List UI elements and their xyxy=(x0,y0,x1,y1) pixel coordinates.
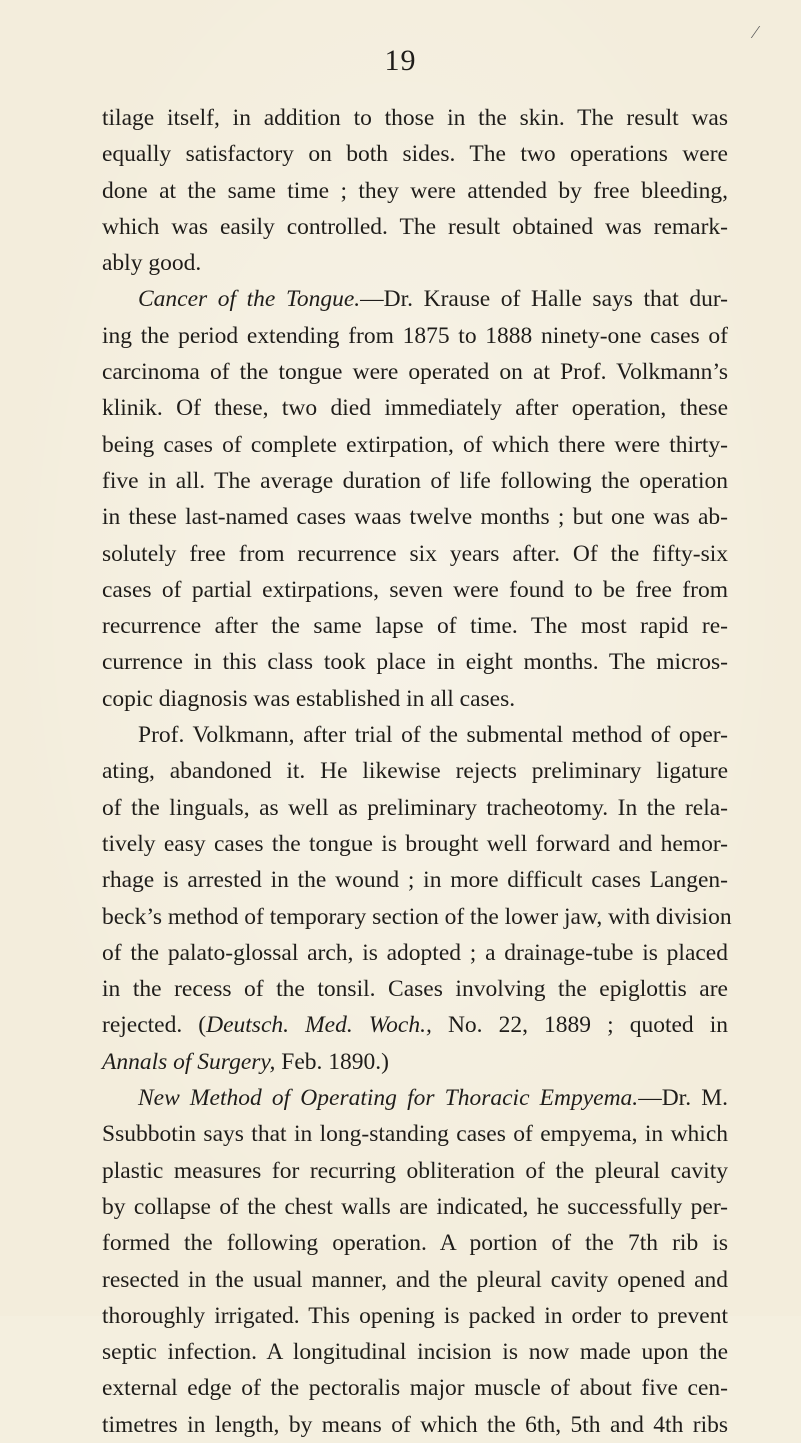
text-line xyxy=(102,463,728,499)
text-segment: timetres in length, by means of which the 6th, 5th and 4th ribs xyxy=(102,1411,728,1438)
text-line xyxy=(102,899,732,935)
text-segment: of the linguals, as well as preliminary tracheotomy. In the rela- xyxy=(102,794,728,821)
text-line xyxy=(102,1334,728,1370)
text-segment: copic diagnosis was established in all cases. xyxy=(102,685,516,712)
text-segment: being cases of complete extirpation, of which there were thirty- xyxy=(102,431,728,458)
page-number: 19 xyxy=(384,44,417,77)
italic-text: Cancer of the Tongue. xyxy=(138,286,361,313)
text-line xyxy=(102,354,728,390)
text-segment: equally satisfactory on both sides. The two operations were xyxy=(102,141,728,168)
text-line xyxy=(102,862,728,898)
text-line xyxy=(102,753,728,789)
text-segment: klinik. Of these, two died immediately after operation, these xyxy=(102,395,728,422)
text-segment: ing the period extending from 1875 to 1888 ninety-one cases of xyxy=(102,322,728,349)
text-line xyxy=(102,1225,728,1261)
italic-text: Deutsch. Med. Woch., xyxy=(206,1012,432,1039)
text-segment: septic infection. A longitudinal incision is now made upon the xyxy=(102,1339,728,1366)
text-segment: thoroughly irrigated. This opening is packed in order to prevent xyxy=(102,1302,728,1329)
text-segment: of the palato-glossal arch, is adopted ; a drainage-tube is placed xyxy=(102,939,728,966)
text-segment: —Dr. Krause of Halle says that dur- xyxy=(360,286,728,313)
text-line xyxy=(102,318,728,354)
text-segment: ably good. xyxy=(102,250,202,277)
text-segment: solutely free from recurrence six years after. Of the fifty-six xyxy=(102,540,728,567)
text-segment: —Dr. M. xyxy=(638,1085,728,1112)
text-line xyxy=(102,608,728,644)
text-line xyxy=(102,173,728,209)
text-line xyxy=(102,717,728,753)
text-segment: which was easily controlled. The result obtained was remark- xyxy=(102,213,728,240)
text-segment: rhage is arrested in the wound ; in more difficult cases Langen- xyxy=(102,867,728,894)
text-segment: currence in this class took place in eight months. The micros- xyxy=(102,649,728,676)
text-segment: in the recess of the tonsil. Cases involving the epiglottis are xyxy=(102,976,728,1003)
italic-text: New Method of Operating for Thoracic Empyema. xyxy=(138,1085,639,1112)
text-segment: tilage itself, in addition to those in the skin. The result was xyxy=(102,105,728,131)
text-line xyxy=(102,1370,728,1406)
text-segment: plastic measures for recurring obliteration of the pleural cavity xyxy=(102,1157,728,1184)
text-line xyxy=(102,1116,728,1152)
text-segment: rejected. ( xyxy=(102,1012,207,1039)
text-line xyxy=(102,1080,728,1116)
text-line xyxy=(102,1262,728,1298)
text-line xyxy=(102,1044,728,1080)
text-segment: tively easy cases the tongue is brought well forward and hemor- xyxy=(102,830,728,857)
text-segment: formed the following operation. A portion of the 7th rib is xyxy=(102,1230,728,1257)
corner-mark: ⁄ xyxy=(753,22,757,42)
body-text xyxy=(102,100,732,1443)
text-line xyxy=(102,390,728,426)
text-segment: external edge of the pectoralis major muscle of about five cen- xyxy=(102,1375,728,1402)
text-segment: ating, abandoned it. He likewise rejects preliminary ligature xyxy=(102,758,728,785)
text-line xyxy=(102,935,728,971)
text-segment: carcinoma of the tongue were operated on at Prof. Volkmann’s xyxy=(102,359,728,386)
text-line xyxy=(102,536,728,572)
text-line xyxy=(102,209,728,245)
text-line xyxy=(102,1007,728,1043)
text-line xyxy=(102,281,728,317)
text-segment: Ssubbotin says that in long-standing cases of empyema, in which xyxy=(102,1121,728,1148)
text-line xyxy=(102,971,728,1007)
text-segment: No. 22, 1889 ; quoted in xyxy=(431,1012,728,1039)
italic-text: Annals of Surgery, xyxy=(102,1048,276,1075)
text-line xyxy=(102,681,728,717)
text-segment: resected in the usual manner, and the pleural cavity opened and xyxy=(102,1266,728,1293)
text-line xyxy=(102,1153,728,1189)
text-segment: done at the same time ; they were attended by free bleeding, xyxy=(102,177,728,204)
text-line xyxy=(102,790,728,826)
text-line xyxy=(102,245,728,281)
text-segment: beck’s method of temporary section of the lower jaw, with division xyxy=(102,903,732,930)
text-segment: recurrence after the same lapse of time. The most rapid re- xyxy=(102,613,728,640)
text-segment: Feb. 1890.) xyxy=(275,1048,389,1075)
text-line xyxy=(102,136,728,172)
text-segment: Prof. Volkmann, after trial of the submental method of oper- xyxy=(138,722,728,749)
text-segment: by collapse of the chest walls are indicated, he successfully per- xyxy=(102,1193,728,1220)
text-line xyxy=(102,572,728,608)
text-line xyxy=(102,1189,728,1225)
text-line xyxy=(102,427,728,463)
text-segment: five in all. The average duration of life following the operation xyxy=(102,467,728,494)
text-line xyxy=(102,826,728,862)
text-line xyxy=(102,1407,728,1443)
text-line xyxy=(102,644,728,680)
text-segment: cases of partial extirpations, seven were found to be free from xyxy=(102,576,728,603)
text-line xyxy=(102,100,728,136)
text-segment: in these last-named cases waas twelve months ; but one was ab- xyxy=(102,504,728,531)
text-line xyxy=(102,499,728,535)
